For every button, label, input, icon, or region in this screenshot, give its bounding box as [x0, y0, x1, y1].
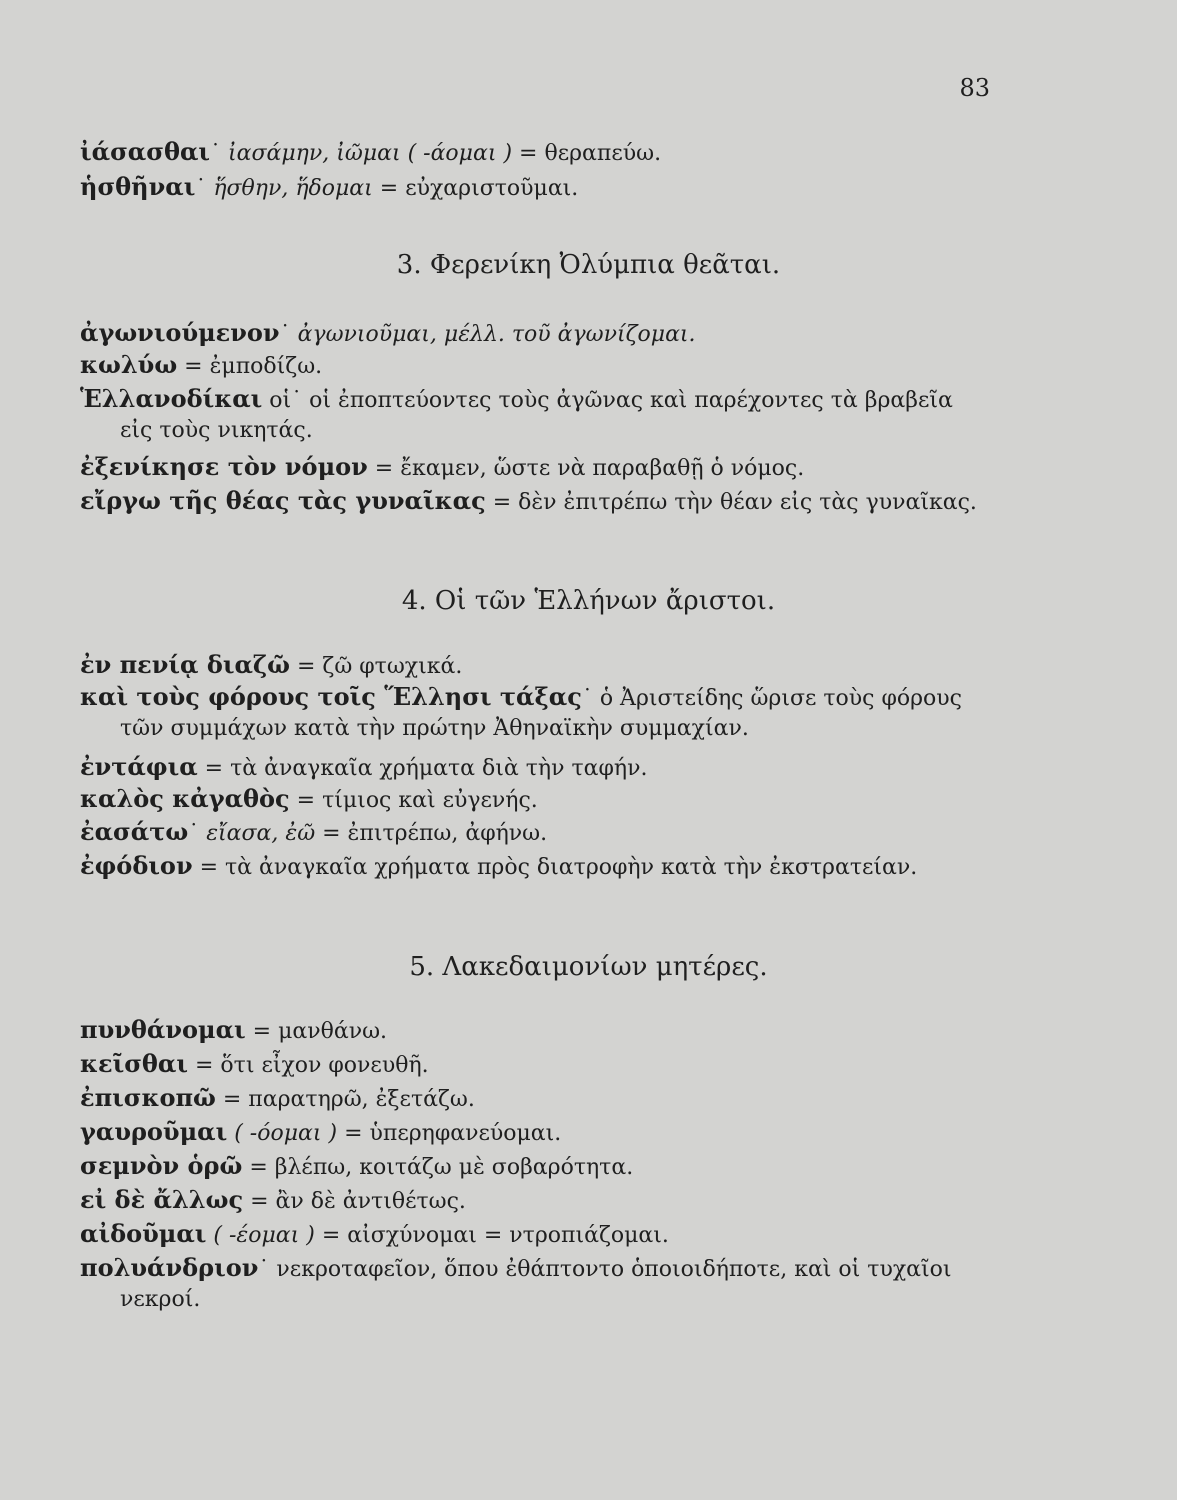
entry-term: αἰδοῦμαι: [80, 1219, 207, 1248]
entry-definition: = ἐπιτρέπω, ἀφήνω.: [315, 821, 548, 846]
entry-forms: ἰασάμην, ἰῶμαι ( -άομαι ): [228, 141, 513, 166]
entry-term: εἴργω τῆς θέας τὰς γυναῖκας: [80, 486, 486, 515]
entry-separator: ˙: [210, 141, 229, 166]
entry-term: καὶ τοὺς φόρους τοῖς Ἕλλησι τάξας: [80, 682, 582, 711]
entry-definition: = ἂν δὲ ἀντιθέτως.: [243, 1189, 466, 1214]
glossary-entry: [80, 650, 990, 682]
entry-separator: ˙: [279, 322, 298, 347]
entry-separator: ˙: [581, 686, 600, 711]
page-number: 83: [959, 74, 990, 102]
glossary-entry: [80, 1015, 990, 1047]
entry-definition: ὁ Ἀριστείδης ὥρισε τοὺς φόρους τῶν συμμάχων κατὰ τὴν πρώτην Ἀθηναϊκὴν συμμαχίαν.: [120, 686, 962, 741]
entry-definition: = εὐχαριστοῦμαι.: [372, 176, 579, 201]
entry-term: ἀγωνιούμενον: [80, 318, 280, 347]
entry-definition: νεκροταφεῖον, ὅπου ἐθάπτοντο ὁποιοιδήποτε, καὶ οἱ τυχαῖοι νεκροί.: [120, 1257, 952, 1312]
section-heading: [0, 250, 1177, 280]
entry-forms: ( -όομαι ): [234, 1121, 338, 1146]
glossary-entry: [80, 384, 990, 446]
entry-term: ἐντάφια: [80, 752, 198, 781]
entry-definition: = τὰ ἀναγκαῖα χρήματα πρὸς διατροφὴν κατὰ τὴν ἐκστρατείαν.: [192, 855, 918, 880]
entry-definition: = βλέπω, κοιτάζω μὲ σοβαρότητα.: [242, 1155, 634, 1180]
entry-definition: = αἰσχύνομαι = ντροπιάζομαι.: [314, 1223, 669, 1248]
glossary-entry: [80, 1219, 990, 1251]
entry-term: κεῖσθαι: [80, 1049, 188, 1078]
entry-definition: = ἔκαμεν, ὥστε νὰ παραβαθῇ ὁ νόμος.: [367, 456, 805, 481]
glossary-entry: [80, 1151, 990, 1183]
entry-definition: = τὰ ἀναγκαῖα χρήματα διὰ τὴν ταφήν.: [197, 756, 648, 781]
entry-term: ἐασάτω: [80, 817, 189, 846]
entry-term: σεμνὸν ὁρῶ: [80, 1151, 243, 1180]
entry-separator: ˙: [188, 821, 207, 846]
section-heading-text: 3. Φερενίκη Ὀλύμπια θεᾶται.: [396, 250, 781, 280]
glossary-entry: [80, 851, 990, 883]
glossary-entry: [80, 682, 990, 744]
entry-term: πυνθάνομαι: [80, 1015, 246, 1044]
entry-term: ἐν πενίᾳ διαζῶ: [80, 650, 290, 679]
entry-definition: = μανθάνω.: [245, 1019, 388, 1044]
glossary-entry: [80, 452, 990, 484]
entry-term: καλὸς κἀγαθὸς: [80, 784, 290, 813]
section-heading-text: 4. Οἱ τῶν Ἑλλήνων ἄριστοι.: [401, 586, 776, 616]
glossary-entry: [80, 172, 990, 204]
entry-definition: = ὅτι εἶχον φονευθῆ.: [187, 1053, 429, 1078]
glossary-entry: [80, 350, 990, 382]
entry-term: Ἑλλανοδίκαι: [80, 384, 263, 413]
glossary-entry: [80, 486, 990, 518]
section-heading: [0, 586, 1177, 616]
glossary-entry: [80, 784, 990, 816]
section-heading: [0, 952, 1177, 982]
entry-term: κωλύω: [80, 350, 178, 379]
entry-separator: ˙: [195, 176, 214, 201]
glossary-entry: [80, 1185, 990, 1217]
entry-term: ἰάσασθαι: [80, 137, 211, 166]
entry-term: ἐφόδιον: [80, 851, 193, 880]
glossary-entry: [80, 1049, 990, 1081]
entry-forms: εἴασα, ἐῶ: [206, 821, 316, 846]
glossary-entry: [80, 137, 990, 169]
glossary-entry: [80, 1117, 990, 1149]
section-heading-text: 5. Λακεδαιμονίων μητέρες.: [409, 952, 768, 982]
entry-separator: ˙: [258, 1257, 277, 1282]
glossary-entry: [80, 752, 990, 784]
entry-term: γαυροῦμαι: [80, 1117, 228, 1146]
entry-term: εἰ δὲ ἄλλως: [80, 1185, 244, 1214]
entry-definition: = τίμιος καὶ εὐγενής.: [289, 788, 538, 813]
glossary-entry: [80, 318, 990, 350]
entry-forms: ἥσθην, ἥδομαι: [213, 176, 373, 201]
entry-definition: = θεραπεύω.: [512, 141, 662, 166]
glossary-entry: [80, 1083, 990, 1115]
entry-term: ἡσθῆναι: [80, 172, 196, 201]
entry-definition: = ἐμποδίζω.: [177, 354, 323, 379]
entry-term: ἐπισκοπῶ: [80, 1083, 216, 1112]
entry-definition: = ὑπερηφανεύομαι.: [337, 1121, 562, 1146]
glossary-entry: [80, 817, 990, 849]
entry-term: πολυάνδριον: [80, 1253, 259, 1282]
glossary-entry: [80, 1253, 990, 1315]
entry-forms: ἀγωνιοῦμαι, μέλλ. τοῦ ἀγωνίζομαι.: [297, 322, 696, 347]
entry-definition: = δὲν ἐπιτρέπω τὴν θέαν εἰς τὰς γυναῖκας.: [485, 490, 977, 515]
entry-definition: = παρατηρῶ, ἐξετάζω.: [215, 1087, 475, 1112]
entry-forms: ( -έομαι ): [213, 1223, 315, 1248]
entry-term: ἐξενίκησε τὸν νόμον: [80, 452, 368, 481]
entry-definition: οἱ˙ οἱ ἐποπτεύοντες τοὺς ἀγῶνας καὶ παρέχοντες τὰ βραβεῖα εἰς τοὺς νικητάς.: [120, 388, 953, 443]
entry-definition: = ζῶ φτωχικά.: [290, 654, 463, 679]
